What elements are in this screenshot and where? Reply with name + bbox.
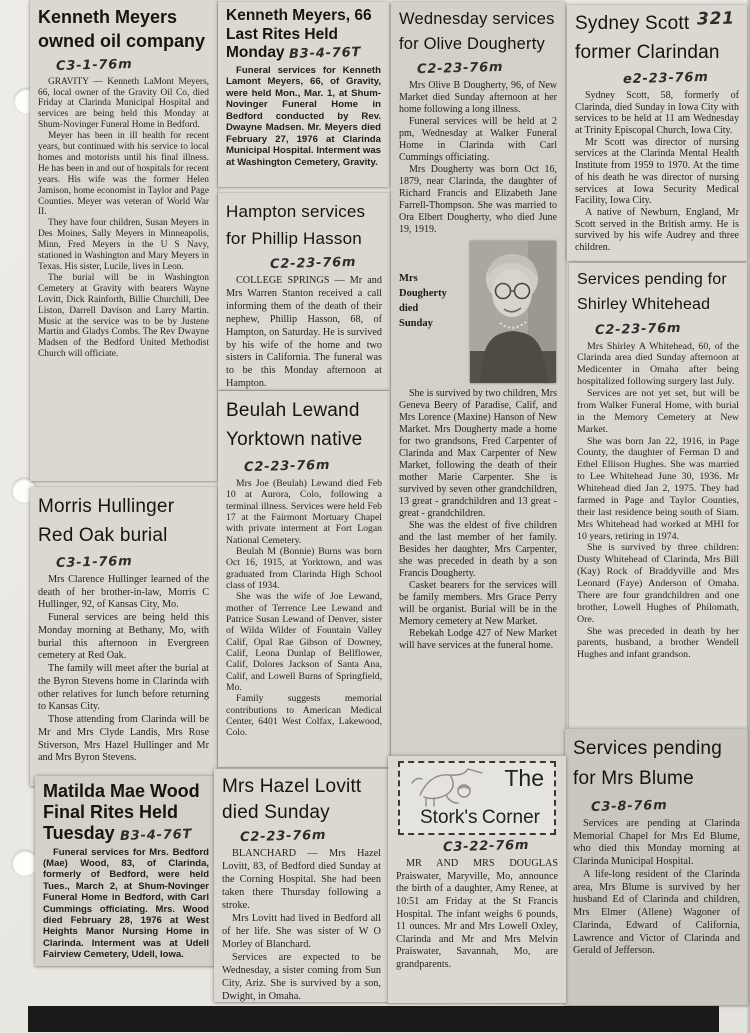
storks-corner-title-corner: Corner xyxy=(481,807,540,828)
headline-line: Yorktown native xyxy=(226,429,363,451)
headline-line: owned oil company xyxy=(38,31,206,52)
paragraph: Services are not yet set, but will be from Walker Funeral Home, with burial in the Memory Cemetery at New Market. xyxy=(577,388,739,435)
headline-word: Tuesday xyxy=(43,823,115,844)
storks-corner-box xyxy=(398,761,556,835)
paragraph: The burial will be in Washington Cemetery at Gravity with bearers Wayne Lovitt, Dick Rainforth, Billie Churchill, Dee Liston, Darrell Davison and Larry Martin. Music at the service was to be by Justene Martin and Gladys Combs. The Rev Dwayne Madsen of the Bedford United Methodist Church will officiate. xyxy=(38,272,209,360)
paragraph: They have four children, Susan Meyers in Des Moines, Sally Meyers in Minneapolis, Minn, Fred Meyers in the U S Navy, stationed in Washington and Mary Meyers in Texas. His sister, Lucile, lives in Leon. xyxy=(38,218,209,272)
handwritten-date-row xyxy=(56,56,209,74)
headline xyxy=(573,734,740,795)
headline xyxy=(226,198,382,252)
paragraph: She was the eldest of five children and the last member of her family. Besides her daughter, Mrs Carpenter, she was preceded in death by a son Francis Dougherty. xyxy=(399,519,557,579)
paragraph: Mr Scott was director of nursing services at the Clarinda Mental Health Institute from 1959 to 1970. At the time of his death he was director of nursing services at Iowa Security Medical Facility, Iowa City. xyxy=(575,136,739,207)
headline xyxy=(226,7,381,63)
handwritten-date: C2-23-76m xyxy=(594,320,682,338)
article-kenneth-meyers-last-rites xyxy=(218,2,389,187)
headline xyxy=(38,492,209,551)
paragraph: She is survived by two children, Mrs Geneva Beery of Paradise, Calif, and Mrs Lorence (Maxine) Hanson of New Market. Mrs Dougherty made a home for two grandsons, Fred Carpenter of Clarinda and Max Carpenter of New Market, following the death of their mother Marie Carpenter. She is survived by seven other grandchildren, 13 great - grandchildren and 13 great - great - grandchildren. xyxy=(399,387,557,519)
paragraph: Mrs Clarence Hullinger learned of the death of her brother-in-law, Morris C Hullinger, 92, of Kansas City, Mo. xyxy=(38,573,209,611)
paragraph: She was born Jan 22, 1916, in Page County, the daughter of Ferman D and Ethel Ellison Hughes. She was married to Lee Whitehead June 30, 1936. Mr Whitehead died Jan 2, 1975. They had farmed in Page and Taylor Counties, their last residence being south of Siam. Mrs Whitehead had worked at MHI for 10 years, retiring in 1974. xyxy=(577,435,739,542)
paragraph: Services are expected to be Wednesday, a sister coming from Sun City, Ariz. She is survived by a son, Dwight, in Omaha. xyxy=(222,952,381,1002)
paragraph: MR AND MRS DOUGLAS Praiswater, Maryville, Mo, announce the birth of a daughter, Amy Renee, at 10:51 am Friday at the St Francis Hospital. The infant weighs 6 pounds, 11 ounces. Mr and Mrs Lowell Oxley, Clarinda and Mr and Mrs Melvin Praiswater, Savannah, Mo, are grandparents. xyxy=(396,858,558,971)
handwritten-date: C2-23-76m xyxy=(243,457,331,476)
paragraph: Family suggests memorial contributions to American Medical Center, 6401 West Colfax, Lakewood, Colo. xyxy=(226,693,382,739)
paragraph: Mrs Dougherty was born Oct 16, 1879, near Clarinda, the daughter of Richard Francis and Elizabeth Jane Farrell-Thompson. She was married to Ora Elbert Dougherty, who died June 19, 1919. xyxy=(399,163,557,235)
handwritten-date-row xyxy=(56,553,209,571)
headline-line: Wednesday services xyxy=(399,10,555,28)
storks-corner-header xyxy=(406,765,548,807)
handwritten-date-row xyxy=(593,69,739,87)
paragraph: Rebekah Lodge 427 of New Market will have services at the funeral home. xyxy=(399,627,557,651)
headline-line xyxy=(226,44,381,63)
paragraph: Those attending from Clarinda will be Mr and Mrs Clyde Landis, Mrs Rose Stiverson, Mrs Hazel Hullinger and Mr and Mrs Byron Stevens. xyxy=(38,714,209,764)
handwritten-date: C3-1-76m xyxy=(55,56,133,74)
paragraph: Funeral services for Kenneth Lamont Meyers, 66, of Gravity, were held Mon., Mar. 1, at Shum-Novinger Funeral Home in Bedford conducted by Rev. Dwayne Madsen. Mr. Meyers died February 27, 1976 at Clarinda Municipal Hospital. Interment was at Washington Cemetery, Gravity. xyxy=(226,64,381,168)
headline-line: for Olive Dougherty xyxy=(399,34,545,53)
headline-line: Services pending for xyxy=(577,271,727,288)
paragraph: GRAVITY — Kenneth LaMont Meyers, 66, local owner of the Gravity Oil Co, died Friday at Clarinda Municipal Hospital and services are being held this Monday at Shum-Novinger Funeral Home in Bedford. xyxy=(38,76,209,131)
portrait-photo-olive-dougherty xyxy=(470,241,556,383)
headline-line: Kenneth Meyers, 66 xyxy=(226,7,372,24)
article-storks-corner xyxy=(388,756,566,1003)
headline-line: for Mrs Blume xyxy=(573,768,694,790)
paragraph: Funeral services are being held this Monday morning at Bethany, Mo, with burial this afternoon in Evergreen cemetery at Red Oak. xyxy=(38,612,209,662)
headline xyxy=(226,396,382,455)
handwritten-date: C3-22-76m xyxy=(442,837,530,856)
article-beulah-lewand xyxy=(218,391,390,767)
handwritten-date: B3-4-76T xyxy=(288,45,362,63)
headline-line: Shirley Whitehead xyxy=(577,295,711,313)
article-shirley-whitehead xyxy=(569,263,747,729)
headline-line: Mrs Hazel Lovitt xyxy=(222,776,362,797)
handwritten-date: C2-23-76m xyxy=(269,255,357,273)
handwritten-date: C3-1-76m xyxy=(55,553,133,571)
article-mrs-blume xyxy=(565,729,748,1005)
handwritten-date-row xyxy=(595,320,739,338)
article-olive-dougherty xyxy=(391,2,565,788)
headline xyxy=(222,774,381,825)
handwritten-date: e2-23-76m xyxy=(623,69,709,88)
paragraph: Mrs Shirley A Whitehead, 60, of the Clarinda area died Sunday afternoon at Medicenter in Omaha after being hospitalized following surgery last July. xyxy=(577,340,739,388)
photo-caption-line: Sunday xyxy=(399,318,433,330)
paragraph: Mrs Joe (Beulah) Lewand died Feb 10 at Aurora, Colo, following a terminal illness. Services were held Feb 17 at the Fairmont Mortuary Chapel with private interment at Fort Logan National Cemetery. xyxy=(226,477,382,546)
paragraph: Beulah M (Bonnie) Burns was born Oct 16, 1915, at Yorktown, and was graduated from Clarinda High School class of 1934. xyxy=(226,545,382,591)
paragraph: COLLEGE SPRINGS — Mr and Mrs Warren Stanton received a call informing them of the death of their nephew, Phillip Hasson, 68, of Hampton, on Saturday. He is survived by his wife of the home and two sisters in California. The funeral was to be this Monday afternoon at Hampton. xyxy=(226,275,382,390)
handwritten-page-number: 321 xyxy=(696,8,736,30)
headline-line: former Clarindan xyxy=(575,41,720,63)
storks-corner-title-storks: Stork's xyxy=(420,807,478,828)
paragraph: Casket bearers for the services will be family members. Mrs Grace Perry will be organist. Burial will be in the Memory cemetery at New Market. xyxy=(399,579,557,627)
handwritten-date-row xyxy=(240,827,381,845)
paragraph: She was the wife of Joe Lewand, mother of Terrence Lee Lewand and Patrice Susan Lewand of Denver, sister of Wilda Wilder of Fountain Valley Calif, Opal Rae Gibson of Downey, Calif, Leona Dunlap of Bellflower, Calif, Dolores Jackson of Santa Ana, Calif, and Lowell Burns of Springfield, Mo. xyxy=(226,591,382,694)
storks-corner-title-the: The xyxy=(504,765,544,791)
paragraph: Mrs Olive B Dougherty, 96, of New Market died Sunday afternoon at her home following a long illness. xyxy=(399,79,557,115)
storks-corner-title-row xyxy=(406,807,548,829)
paragraph: Mrs Lovitt had lived in Bedford all of her life. She was sister of W O Morley of Blanchard. xyxy=(222,913,381,951)
handwritten-date: B3-4-76T xyxy=(119,827,193,845)
headline-line: Beulah Lewand xyxy=(226,400,360,421)
headline-line: for Phillip Hasson xyxy=(226,229,362,249)
page-right-edge xyxy=(746,0,750,1033)
headline xyxy=(43,781,209,845)
article-phillip-hasson xyxy=(218,193,390,390)
headline-line: Hampton services xyxy=(226,202,366,221)
headline-line: Final Rites Held xyxy=(43,802,179,823)
paragraph: The family will meet after the burial at the Byron Stevens home in Clarinda with other relatives for lunch before returning to Kansas City. xyxy=(38,663,209,713)
paragraph: She was preceded in death by her parents, husband, a brother Wendell Hughes and infant grandson. xyxy=(577,625,739,661)
headline-line: Services pending xyxy=(573,738,722,759)
headline-line: died Sunday xyxy=(222,801,330,823)
paragraph: She is survived by three children: Dusty Whitehead of Clarinda, Mrs Bill (Kay) Rock of Braddyville and Mrs Leonard (Faye) Anderson of Omaha. There are four grandchildren and one brother, Lowell Hughes of Philomath, Ore. xyxy=(577,542,739,625)
headline xyxy=(399,7,557,57)
photo-caption-line: Mrs Dougherty xyxy=(399,272,447,299)
paragraph: Meyer has been in ill health for recent years, but continued with his service to local homes and motorists until his final illness. He has been in and out of hospitals for recent years. His wife was the former Helen Jamison, home economist in Taylor and Page Counties. Meyer was veteran of World War II. xyxy=(38,131,209,218)
paragraph: BLANCHARD — Mrs Hazel Lovitt, 83, of Bedford died Sunday at the Corning Hospital. She had been taken there Thursday following a stroke. xyxy=(222,848,381,912)
paragraph: Sydney Scott, 58, formerly of Clarinda, died Sunday in Iowa City with services to be held at 11 am Wednesday at Trinity Episcopal Church, Iowa City. xyxy=(575,90,739,137)
article-morris-hullinger xyxy=(30,487,217,786)
stork-illustration xyxy=(406,765,488,807)
paragraph: Funeral services for Mrs. Bedford (Mae) Wood, 83, of Clarinda, formerly of Bedford, were held Tues., March 2, at Shum-Novinger Funeral Home in Bedford, with Carl Cummings officiating. Mrs. Wood died February 28, 1976 at West Heights Manor Nursing Home in Clarinda. Interment was at Udell Fairview Cemetery, Udell, Iowa. xyxy=(43,846,209,961)
handwritten-date-row xyxy=(417,59,557,77)
paragraph: Funeral services will be held at 2 pm, Wednesday at Walker Funeral Home in Clarinda with Carl Cummings officiating. xyxy=(399,115,557,163)
headline-line: Sydney Scott xyxy=(575,13,690,34)
handwritten-date-row xyxy=(414,837,558,855)
headline-word: Monday xyxy=(226,44,285,62)
handwritten-date: C3-8-76m xyxy=(590,797,668,815)
headline-line: Morris Hullinger xyxy=(38,496,175,517)
handwritten-date-row xyxy=(244,457,382,475)
headline xyxy=(577,268,739,318)
paragraph: A life-long resident of the Clarinda area, Mrs Blume is survived by her husband Ed of Clarinda and children, Mrs Elmer (Allene) Wagoner of Clarinda, Edward of California, Lawrence and Victor of Clarinda and Gerald of Jefferson. xyxy=(573,868,740,957)
handwritten-date-row xyxy=(244,254,382,272)
handwritten-date-row xyxy=(591,797,740,815)
bottom-dark-strip xyxy=(28,1006,719,1032)
article-hazel-lovitt xyxy=(214,769,389,1002)
photo-block xyxy=(399,241,557,383)
headline-line xyxy=(43,823,209,844)
headline-line: Matilda Mae Wood xyxy=(43,781,200,801)
headline xyxy=(38,5,209,54)
headline-line: Last Rites Held xyxy=(226,25,338,43)
headline-line: Red Oak burial xyxy=(38,525,168,547)
article-matilda-mae-wood xyxy=(35,776,217,966)
headline-line: Kenneth Meyers xyxy=(38,7,178,27)
handwritten-date: C2-23-76m xyxy=(416,59,504,77)
paragraph: Services are pending at Clarinda Memorial Chapel for Mrs Ed Blume, who died this Monday morning at Clarinda Municipal Hospital. xyxy=(573,817,740,868)
photo-caption-line: died xyxy=(399,302,419,314)
handwritten-date: C2-23-76m xyxy=(239,828,327,846)
article-sydney-scott xyxy=(567,5,747,261)
article-kenneth-meyers-oil-company xyxy=(30,0,217,481)
photo-caption xyxy=(399,241,465,332)
paragraph: A native of Newburn, England, Mr Scott served in the British army. He is survived by his wife Audrey and three children. xyxy=(575,206,739,253)
